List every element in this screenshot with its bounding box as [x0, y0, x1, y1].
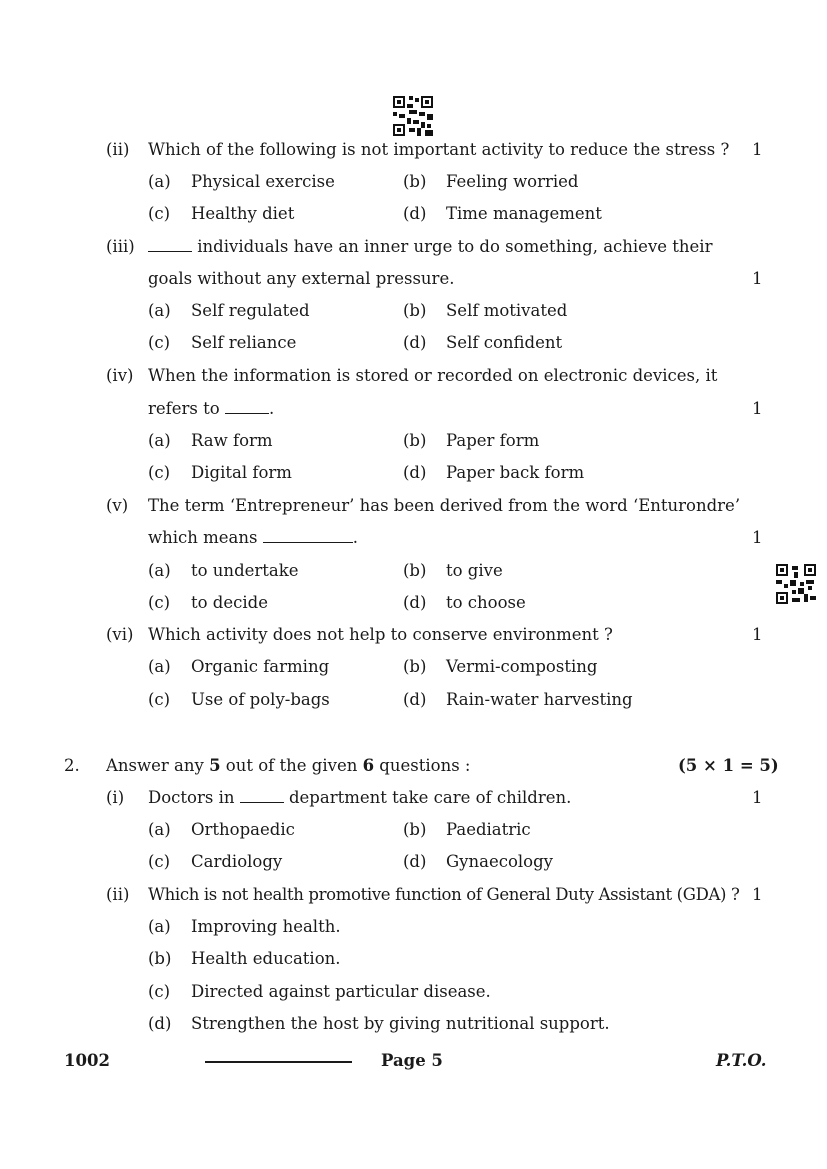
option-label: (d): [403, 463, 427, 482]
answer-blank: [148, 237, 192, 252]
option-label: (c): [148, 463, 171, 482]
option-label: (d): [403, 852, 427, 871]
option-text: Paper form: [446, 431, 540, 450]
option-text: Self regulated: [191, 301, 310, 320]
option-label: (c): [148, 690, 171, 709]
question-number: (iv): [106, 366, 134, 385]
option-text: Improving health.: [191, 917, 341, 936]
question-number: (ii): [106, 140, 130, 159]
question-marks: 1: [752, 885, 763, 904]
option-label: (a): [148, 172, 171, 191]
option-text: Organic farming: [191, 657, 330, 676]
option-text: to choose: [446, 593, 526, 612]
question-marks: 1: [752, 140, 763, 159]
question-text-line2: which means .: [148, 528, 358, 547]
option-label: (a): [148, 431, 171, 450]
option-label: (c): [148, 333, 171, 352]
question-marks: 1: [752, 269, 763, 288]
question-number: (vi): [106, 625, 134, 644]
option-text: Vermi-composting: [446, 657, 598, 676]
qr-code-top: [393, 96, 433, 136]
qr-code-side: [776, 564, 816, 604]
option-text: to undertake: [191, 561, 299, 580]
question-text-line2: refers to .: [148, 399, 275, 418]
option-text: Use of poly-bags: [191, 690, 330, 709]
option-label: (b): [403, 301, 427, 320]
question-text: The term ‘Entrepreneur’ has been derived from the word ‘Enturondre’: [148, 496, 741, 515]
question-number: (iii): [106, 237, 135, 256]
option-label: (a): [148, 820, 171, 839]
option-text: Raw form: [191, 431, 273, 450]
option-label: (b): [403, 561, 427, 580]
option-label: (d): [148, 1014, 172, 1033]
option-label: (d): [403, 333, 427, 352]
question-marks: 1: [752, 625, 763, 644]
question-text: Doctors in department take care of children.: [148, 788, 572, 807]
option-label: (c): [148, 852, 171, 871]
question-text: When the information is stored or recorded on electronic devices, it: [148, 366, 718, 385]
option-text: Rain-water harvesting: [446, 690, 633, 709]
question-number: 2.: [64, 756, 80, 775]
question-marks: 1: [752, 399, 763, 418]
footer-divider: [205, 1061, 352, 1063]
option-text: Health education.: [191, 949, 341, 968]
option-label: (c): [148, 593, 171, 612]
question-marks: 1: [752, 788, 763, 807]
question-text: Which of the following is not important activity to reduce the stress ?: [148, 140, 730, 159]
question-instruction: Answer any 5 out of the given 6 questions :: [106, 756, 471, 775]
paper-code: 1002: [64, 1051, 110, 1070]
option-label: (a): [148, 657, 171, 676]
option-text: Strengthen the host by giving nutritional support.: [191, 1014, 610, 1033]
question-marks: 1: [752, 528, 763, 547]
question-number: (i): [106, 788, 125, 807]
pto-label: P.T.O.: [716, 1051, 767, 1070]
option-text: Paediatric: [446, 820, 531, 839]
option-text: to give: [446, 561, 503, 580]
option-label: (b): [403, 657, 427, 676]
option-label: (a): [148, 917, 171, 936]
question-text: individuals have an inner urge to do something, achieve their: [148, 237, 712, 256]
question-text-line2: goals without any external pressure.: [148, 269, 455, 288]
option-label: (b): [148, 949, 172, 968]
option-text: Time management: [446, 204, 602, 223]
option-text: Feeling worried: [446, 172, 579, 191]
option-label: (d): [403, 690, 427, 709]
total-marks: (5 × 1 = 5): [678, 756, 779, 775]
answer-blank: [225, 399, 269, 414]
option-text: Gynaecology: [446, 852, 554, 871]
option-text: Healthy diet: [191, 204, 295, 223]
option-text: Self motivated: [446, 301, 568, 320]
option-label: (b): [403, 172, 427, 191]
question-text: Which activity does not help to conserve environment ?: [148, 625, 613, 644]
option-text: Self reliance: [191, 333, 297, 352]
option-text: Paper back form: [446, 463, 585, 482]
option-label: (c): [148, 982, 171, 1001]
option-text: Orthopaedic: [191, 820, 295, 839]
option-text: Cardiology: [191, 852, 283, 871]
option-label: (b): [403, 431, 427, 450]
option-text: Physical exercise: [191, 172, 335, 191]
page-number: Page 5: [381, 1051, 443, 1070]
option-label: (d): [403, 593, 427, 612]
answer-blank: [263, 528, 353, 543]
option-text: Self confident: [446, 333, 563, 352]
option-text: to decide: [191, 593, 268, 612]
option-label: (b): [403, 820, 427, 839]
option-label: (a): [148, 561, 171, 580]
option-label: (d): [403, 204, 427, 223]
option-text: Digital form: [191, 463, 292, 482]
question-text: Which is not health promotive function of General Duty Assistant (GDA) ?: [148, 885, 740, 904]
option-label: (a): [148, 301, 171, 320]
question-number: (ii): [106, 885, 130, 904]
option-text: Directed against particular disease.: [191, 982, 491, 1001]
question-number: (v): [106, 496, 129, 515]
option-label: (c): [148, 204, 171, 223]
answer-blank: [240, 788, 284, 803]
